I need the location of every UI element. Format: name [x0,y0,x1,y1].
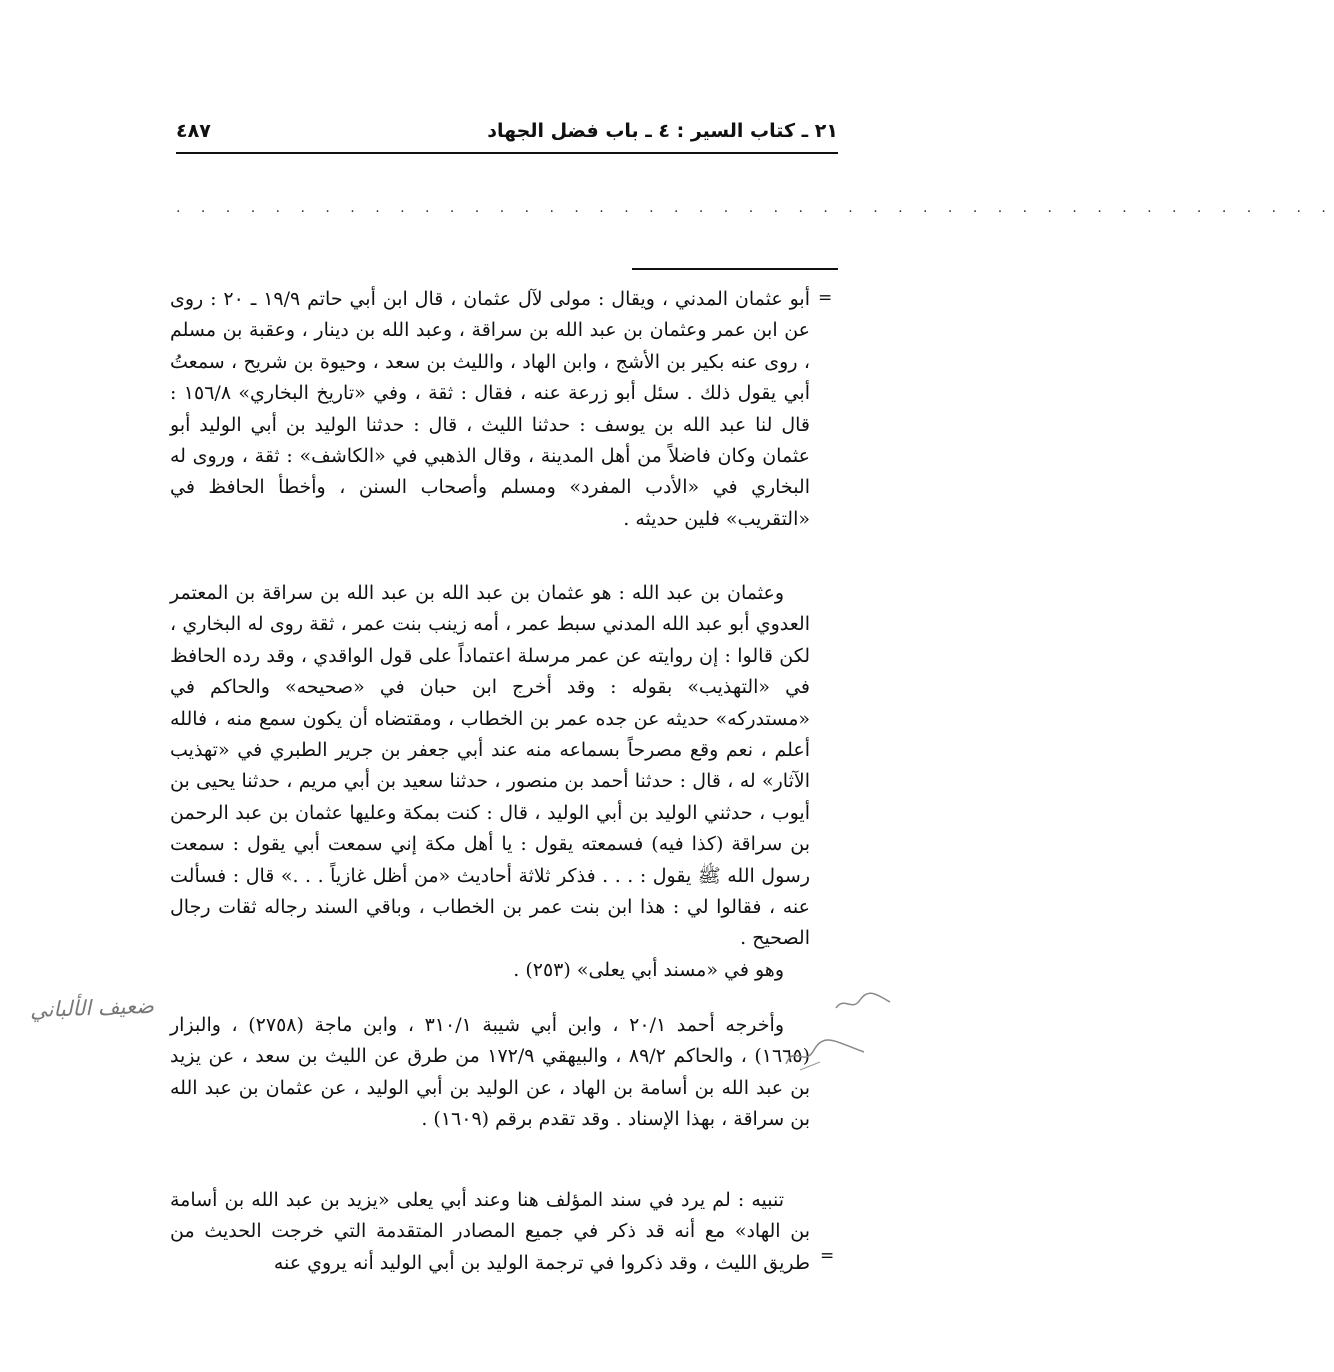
paragraph-text: وعثمان بن عبد الله : هو عثمان بن عبد الله بن عبد الله بن سراقة بن المعتمر العدوي أبو عبد الله المدني سبط عمر ، أمه زينب بنت عمر ، ثقة روى له البخاري ، لكن قالوا : إن روايته عن عمر مرسلة اعتماداً على قول الواقدي ، وقد رده الحافظ في «التهذيب» بقوله : وقد أخرج ابن حبان في «صحيحه» والحاكم في «مستدركه» حديثه عن جده عمر بن الخطاب ، ومقتضاه أن يكون سمع منه ، فالله أعلم ، نعم وقع مصرحاً بسماعه منه عند أبي جعفر بن جرير الطبري في «تهذيب الآثار» له ، قال : حدثنا أحمد بن منصور ، حدثنا سعيد بن أبي مريم ، حدثنا يحيى بن أيوب ، حدثني الوليد بن أبي الوليد ، قال : كنت بمكة وعليها عثمان بن عبد الرحمن بن سراقة (كذا فيه) فسمعته يقول : يا أهل مكة إني سمعت أبي يقول : سمعت رسول الله ﷺ يقول : . . . فذكر ثلاثة أحاديث «من أظل غازياً . . .» قال : فسألت عنه ، فقالوا لي : هذا ابن بنت عمر بن الخطاب ، وباقي السند رجاله ثقات رجال الصحيح . [170,582,810,950]
handwritten-scribble-icon [834,990,894,1014]
footnote-paragraph-3 [170,1010,810,1136]
paragraph-text: وأخرجه أحمد ٢٠/١ ، وابن أبي شيبة ٣١٠/١ ، وابن ماجة (٢٧٥٨) ، والبزار (١٦٦٥) ، والحاكم ٨٩/٢ ، والبيهقي ١٧٢/٩ من طرق عن الليث بن سعد ، عن يزيد بن عبد الله بن أسامة بن الهاد ، عن الوليد بن أبي الوليد ، عن عثمان بن عبد الله بن سراقة ، بهذا الإسناد . وقد تقدم برقم (١٦٠٩) . [170,1014,811,1131]
page-number: ٤٨٧ [176,120,211,142]
handwritten-margin-note: ضعيف الألباني [29,993,155,1023]
footnote-rule [632,268,838,270]
handwritten-mark-icon [780,1034,870,1074]
paragraph-text: تنبيه : لم يرد في سند المؤلف هنا وعند أبي يعلى «يزيد بن عبد الله بن أسامة بن الهاد» مع أنه قد ذكر في جميع المصادر المتقدمة التي خرجت الحديث من طريق الليث ، وقد ذكروا في ترجمة الوليد بن أبي الوليد أنه يروي عنه [170,1189,810,1274]
separator-dots: . . . . . . . . . . . . . . . . . . . . . . . . . . . . . . . . . . . . . . . . . . . . . . . [176,200,1334,216]
continuation-marker-bottom: = [820,1246,835,1266]
running-title: ٢١ ـ كتاب السير : ٤ ـ باب فضل الجهاد [487,120,838,142]
footnote-paragraph-2 [170,578,810,986]
paragraph-text: وهو في «مسند أبي يعلى» (٢٥٣) . [513,958,784,981]
paragraph-text: أبو عثمان المدني ، ويقال : مولى لآل عثمان ، قال ابن أبي حاتم ١٩/٩ ـ ٢٠ : روى عن ابن عمر وعثمان بن عبد الله بن سراقة ، وعبد الله بن دينار ، وعقبة بن مسلم ، روى عنه بكير بن الأشج ، وابن الهاد ، والليث بن سعد ، وحيوة بن شريح ، سمعتُ أبي يقول ذلك . سئل أبو زرعة عنه ، فقال : ثقة ، وفي «تاريخ البخاري» ١٥٦/٨ : قال لنا عبد الله بن يوسف : حدثنا الليث ، قال : حدثنا الوليد بن أبي الوليد أبو عثمان وكان فاضلاً من أهل المدينة ، وقال الذهبي في «الكاشف» : ثقة ، وروى له البخاري في «الأدب المفرد» ومسلم وأصحاب السنن ، وأخطأ الحافظ في «التقريب» فلين حديثه . [170,288,811,530]
page-header [176,116,838,154]
continuation-marker-top: = [818,288,833,308]
footnote-paragraph-1 [170,284,810,535]
footnote-paragraph-4 [170,1185,810,1279]
